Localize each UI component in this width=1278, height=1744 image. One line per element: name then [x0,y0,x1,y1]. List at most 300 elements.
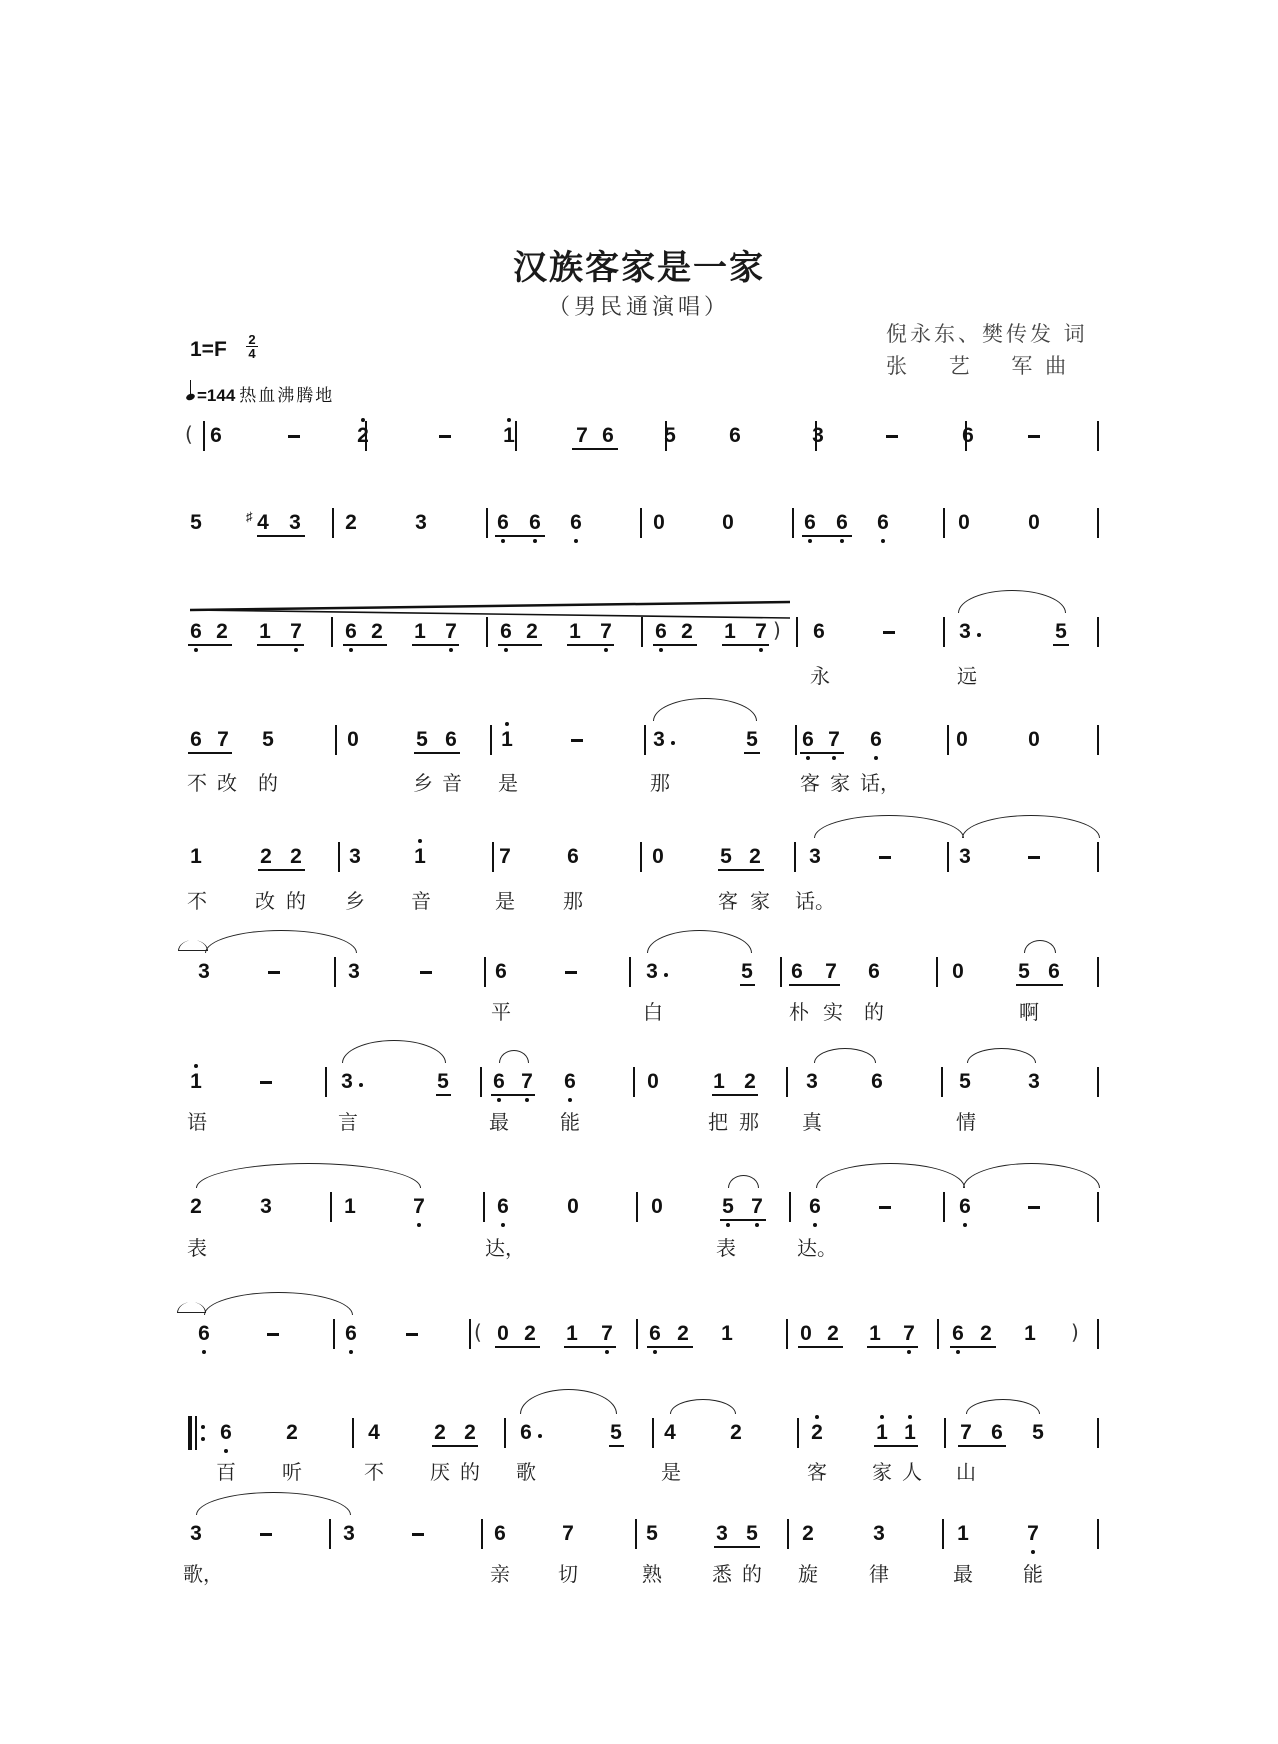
duration-dash [412,1533,424,1536]
barline [352,1418,354,1448]
barline [331,617,333,647]
octave-down-dot-icon [202,1350,206,1354]
note: 7 [749,1196,765,1218]
barline [941,1067,943,1097]
lyric: 能 [1023,1562,1043,1586]
duration-dash [883,631,895,634]
note: 2 [290,845,302,868]
note: 7 [753,621,769,643]
lyric: 歌， [183,1562,223,1586]
note: 5 [262,728,274,751]
duration-dash [1028,435,1040,438]
lyric: 把 [708,1110,728,1134]
note: 5 [741,960,753,983]
note: 6 [495,960,507,983]
tempo-bpm: =144 [197,386,236,405]
slur-icon [963,1163,1100,1188]
slur-icon [814,1048,876,1063]
repeat-dot-icon [201,1437,205,1441]
lyric: 改 [217,771,237,795]
note: 5 [416,728,428,751]
note: 3 [812,424,824,447]
lyric: 情 [956,1110,976,1134]
lyric: 熟 [642,1562,662,1586]
beam-underline [712,1094,758,1096]
lyric: 的 [258,771,278,795]
barline [786,1319,788,1349]
note: 7 [443,621,459,643]
octave-down-dot-icon [533,539,537,543]
barline [203,421,205,451]
octave-down-dot-icon [874,756,878,760]
repeat-dot-icon [201,1425,205,1429]
duration-dash [420,971,432,974]
duration-dash [406,1333,418,1336]
barline [325,1067,327,1097]
barline [636,1192,638,1222]
tempo-expression: 热血沸腾地 [239,386,335,406]
note: 2 [216,620,228,643]
barline [492,842,494,872]
note: 4 [664,1421,676,1444]
beam-underline [653,644,697,646]
duration-dash [260,1533,272,1536]
note: 3 [415,511,427,534]
note: 2 [677,1322,689,1345]
note: 2 [980,1322,992,1345]
octave-up-dot-icon [361,418,365,422]
beam-underline [609,1445,624,1447]
note: 6 [218,1422,234,1444]
barline [937,1319,939,1349]
barline [330,1192,332,1222]
beam-underline [800,752,844,754]
composer-credit: 张 艺 军 曲 [886,354,1070,378]
note: 6 [494,1522,506,1545]
beam-underline [740,984,755,986]
lyric: 最 [489,1110,509,1134]
lyric: 乡 [345,889,365,913]
octave-down-dot-icon [349,648,353,652]
lyric: 话。 [795,889,835,913]
octave-down-dot-icon [808,539,812,543]
quarter-note-head-icon [185,393,196,402]
lyric: 客 [718,889,738,913]
note: 3 [289,511,301,534]
augmentation-dot-icon [359,1083,363,1087]
octave-down-dot-icon [956,1350,960,1354]
octave-up-dot-icon [418,839,422,843]
octave-down-dot-icon [574,539,578,543]
note: 3 [957,621,973,643]
octave-down-dot-icon [194,648,198,652]
note: 7 [576,424,588,447]
note: 2 [730,1421,742,1444]
beam-underline [874,1445,918,1447]
lyric: 的 [286,889,306,913]
octave-up-dot-icon [505,722,509,726]
note: 2 [749,845,761,868]
note: 1 [902,1422,918,1444]
bracket: ) [773,618,781,642]
barline [787,1519,789,1549]
beam-underline [564,1346,616,1348]
note: 6 [813,620,825,643]
note: 6 [991,1421,1003,1444]
note: 2 [526,620,538,643]
barline [641,617,643,647]
lyric: 不 [364,1460,384,1484]
octave-down-dot-icon [568,1098,572,1102]
note: 2 [802,1522,814,1545]
octave-down-dot-icon [907,1350,911,1354]
note: 1 [412,846,428,868]
note: 1 [721,1322,733,1345]
augmentation-dot-icon [671,741,675,745]
octave-down-dot-icon [605,1350,609,1354]
note: 6 [495,1196,511,1218]
barline [795,725,797,755]
beam-underline [789,984,840,986]
note: 1 [190,845,202,868]
lyric: 律 [869,1562,889,1586]
lyric: 真 [802,1110,822,1134]
duration-dash [879,856,891,859]
octave-down-dot-icon [755,1223,759,1227]
note: 6 [196,1323,212,1345]
note: 7 [562,1522,574,1545]
beam-underline [257,535,305,537]
octave-down-dot-icon [497,1098,501,1102]
note: 5 [1055,620,1067,643]
lyric: 最 [953,1562,973,1586]
lyric: 达， [485,1236,525,1260]
note: 6 [343,1323,359,1345]
note: 6 [653,621,669,643]
octave-down-dot-icon [653,1350,657,1354]
beam-underline [412,644,459,646]
rest: 0 [497,1322,509,1345]
beam-underline [436,1094,451,1096]
barline [797,1418,799,1448]
note: 6 [962,424,974,447]
slur-hook-icon [178,940,208,951]
lyric: 人 [902,1460,922,1484]
barline [486,617,488,647]
beam-underline [188,644,232,646]
rest: 0 [647,1070,659,1093]
note: 1 [501,425,517,447]
note: 6 [210,424,222,447]
octave-down-dot-icon [963,1223,967,1227]
note: 6 [802,512,818,534]
rest: 0 [652,845,664,868]
note: 7 [960,1421,972,1444]
lyric: 改 [255,889,275,913]
octave-down-dot-icon [504,648,508,652]
lyric: 平 [491,1000,511,1024]
octave-up-dot-icon [194,1064,198,1068]
barline [1097,1519,1099,1549]
note: 6 [491,1071,507,1093]
rest: 0 [800,1322,812,1345]
rest: 0 [1028,511,1040,534]
octave-down-dot-icon [813,1223,817,1227]
note: 2 [827,1322,839,1345]
note: 6 [807,1196,823,1218]
rest: 0 [958,511,970,534]
octave-down-dot-icon [224,1449,228,1453]
slur-icon [499,1050,529,1063]
note: 2 [681,620,693,643]
note: 2 [434,1421,446,1444]
barline [334,957,336,987]
note: 3 [806,1070,818,1093]
note: 6 [498,621,514,643]
lyric: 那 [563,889,583,913]
lyric: 悉 [712,1562,732,1586]
lyric: 山 [956,1460,976,1484]
note: 6 [647,1323,663,1345]
note: 7 [1025,1523,1041,1545]
lyric: 乡 [413,771,433,795]
note: 1 [566,1322,578,1345]
barline [504,1418,506,1448]
beam-underline [722,644,769,646]
lyric: 言 [338,1110,358,1134]
lyric: 能 [560,1110,580,1134]
barline [936,957,938,987]
note: 1 [188,1071,204,1093]
beam-underline [647,1346,693,1348]
slur-icon [520,1389,617,1414]
note: 7 [599,1323,615,1345]
lyric: 厌 [430,1460,450,1484]
note: 5 [746,728,758,751]
note: 5 [610,1421,622,1444]
note: 6 [562,1071,578,1093]
note: 1 [869,1322,881,1345]
barline [635,1519,637,1549]
note: 6 [791,960,803,983]
beam-underline [495,1346,540,1348]
barline [789,1192,791,1222]
note: 7 [217,728,229,751]
octave-down-dot-icon [501,1223,505,1227]
barline [1097,1319,1099,1349]
note: 3 [1028,1070,1040,1093]
duration-dash [1028,1206,1040,1209]
barline [1097,508,1099,538]
lyric: 切 [558,1562,578,1586]
note: 3 [644,961,660,983]
note: 3 [339,1071,355,1093]
note: 5 [720,845,732,868]
performer-subtitle: （男民通演唱） [547,295,730,320]
note: 6 [800,729,816,751]
lyric: 朴 [789,1000,809,1024]
note: 2 [524,1322,536,1345]
barline [943,617,945,647]
barline [481,1519,483,1549]
note: 1 [344,1195,356,1218]
lyric: 客 [800,771,820,795]
duration-dash [288,435,300,438]
time-signature [246,333,258,360]
note: 1 [724,620,736,643]
lyric: 旋 [798,1562,818,1586]
note: 5 [664,424,676,447]
slur-icon [966,1399,1040,1414]
note: 6 [190,728,202,751]
barline [792,508,794,538]
note: 1 [957,1522,969,1545]
octave-up-dot-icon [908,1415,912,1419]
key-signature: 1=F [190,338,227,361]
note: 2 [260,845,272,868]
beam-underline [495,535,545,537]
duration-dash [268,971,280,974]
time-signature-top: 2 [248,332,256,347]
note: 6 [567,845,579,868]
beam-underline [414,752,460,754]
note: 3 [651,729,667,751]
lyric: 那 [650,771,670,795]
note: 3 [349,845,361,868]
barline [1097,725,1099,755]
octave-down-dot-icon [759,648,763,652]
beam-underline [188,752,232,754]
duration-dash [267,1333,279,1336]
lyric: 表 [187,1236,207,1260]
duration-dash [886,435,898,438]
note: 6 [518,1422,534,1444]
lyric: 不 [187,771,207,795]
rest: 0 [651,1195,663,1218]
octave-down-dot-icon [525,1098,529,1102]
barline [640,842,642,872]
barline [944,1418,946,1448]
lyric: 话， [860,771,900,795]
lyric: 的 [460,1460,480,1484]
note: 2 [371,620,383,643]
octave-down-dot-icon [806,756,810,760]
lyric: 达。 [797,1236,837,1260]
lyric: 歌 [516,1460,536,1484]
note: 2 [744,1070,756,1093]
note: 6 [950,1323,966,1345]
note: 6 [602,424,614,447]
lyric: 听 [282,1460,302,1484]
note: 2 [355,425,371,447]
beam-underline [498,644,542,646]
barline [947,725,949,755]
octave-up-dot-icon [815,1415,819,1419]
note: 6 [445,728,457,751]
barline [483,1192,485,1222]
note: 3 [809,845,821,868]
lyric: 那 [739,1110,759,1134]
lyric: 是 [495,889,515,913]
note: 5 [746,1522,758,1545]
lyric: 音 [411,889,431,913]
octave-down-dot-icon [294,648,298,652]
note: 1 [713,1070,725,1093]
beam-underline [1016,984,1063,986]
lyric: 远 [957,664,977,688]
lyric: 不 [187,889,207,913]
note: 1 [414,620,426,643]
bracket: ) [1071,1320,1079,1344]
beam-underline [798,1346,843,1348]
lyric: 百 [216,1460,236,1484]
note: 6 [834,512,850,534]
barline [942,1519,944,1549]
note: 6 [957,1196,973,1218]
note: 2 [464,1421,476,1444]
barline [633,1067,635,1097]
duration-dash [260,1081,272,1084]
slur-icon [653,698,757,721]
slur-icon [205,930,357,953]
barline [947,842,949,872]
beam-underline [257,644,304,646]
note: 1 [569,620,581,643]
octave-down-dot-icon [501,539,505,543]
duration-dash [571,739,583,742]
slur-hook-icon [177,1302,206,1313]
repeat-thick-line [188,1416,192,1450]
lyric: 亲 [490,1562,510,1586]
bracket: ( [185,422,193,446]
barline [333,1319,335,1349]
barline [943,1192,945,1222]
note: 2 [190,1195,202,1218]
barline [1097,421,1099,451]
bracket: ( [474,1320,482,1344]
note: 6 [868,729,884,751]
beam-underline [343,644,387,646]
octave-down-dot-icon [832,756,836,760]
barline [490,725,492,755]
note: 3 [959,845,971,868]
note: 3 [198,960,210,983]
slur-icon [647,930,752,953]
lyric: 家 [872,1460,892,1484]
beam-underline [572,448,618,450]
slur-icon [816,1163,965,1188]
crescendo-hairpin-icon [190,600,800,624]
barline [652,1418,654,1448]
barline [644,725,646,755]
note: 1 [499,729,515,751]
beam-underline [867,1346,918,1348]
lyric: 语 [187,1110,207,1134]
rest: 0 [567,1195,579,1218]
beam-underline [432,1445,478,1447]
slur-icon [1024,940,1056,953]
duration-dash [1028,856,1040,859]
lyric: 客 [807,1460,827,1484]
barline [794,842,796,872]
beam-underline [744,752,760,754]
note: 7 [499,845,511,868]
note: 6 [343,621,359,643]
augmentation-dot-icon [977,633,981,637]
rest: 0 [722,511,734,534]
octave-down-dot-icon [840,539,844,543]
slur-icon [728,1175,759,1188]
